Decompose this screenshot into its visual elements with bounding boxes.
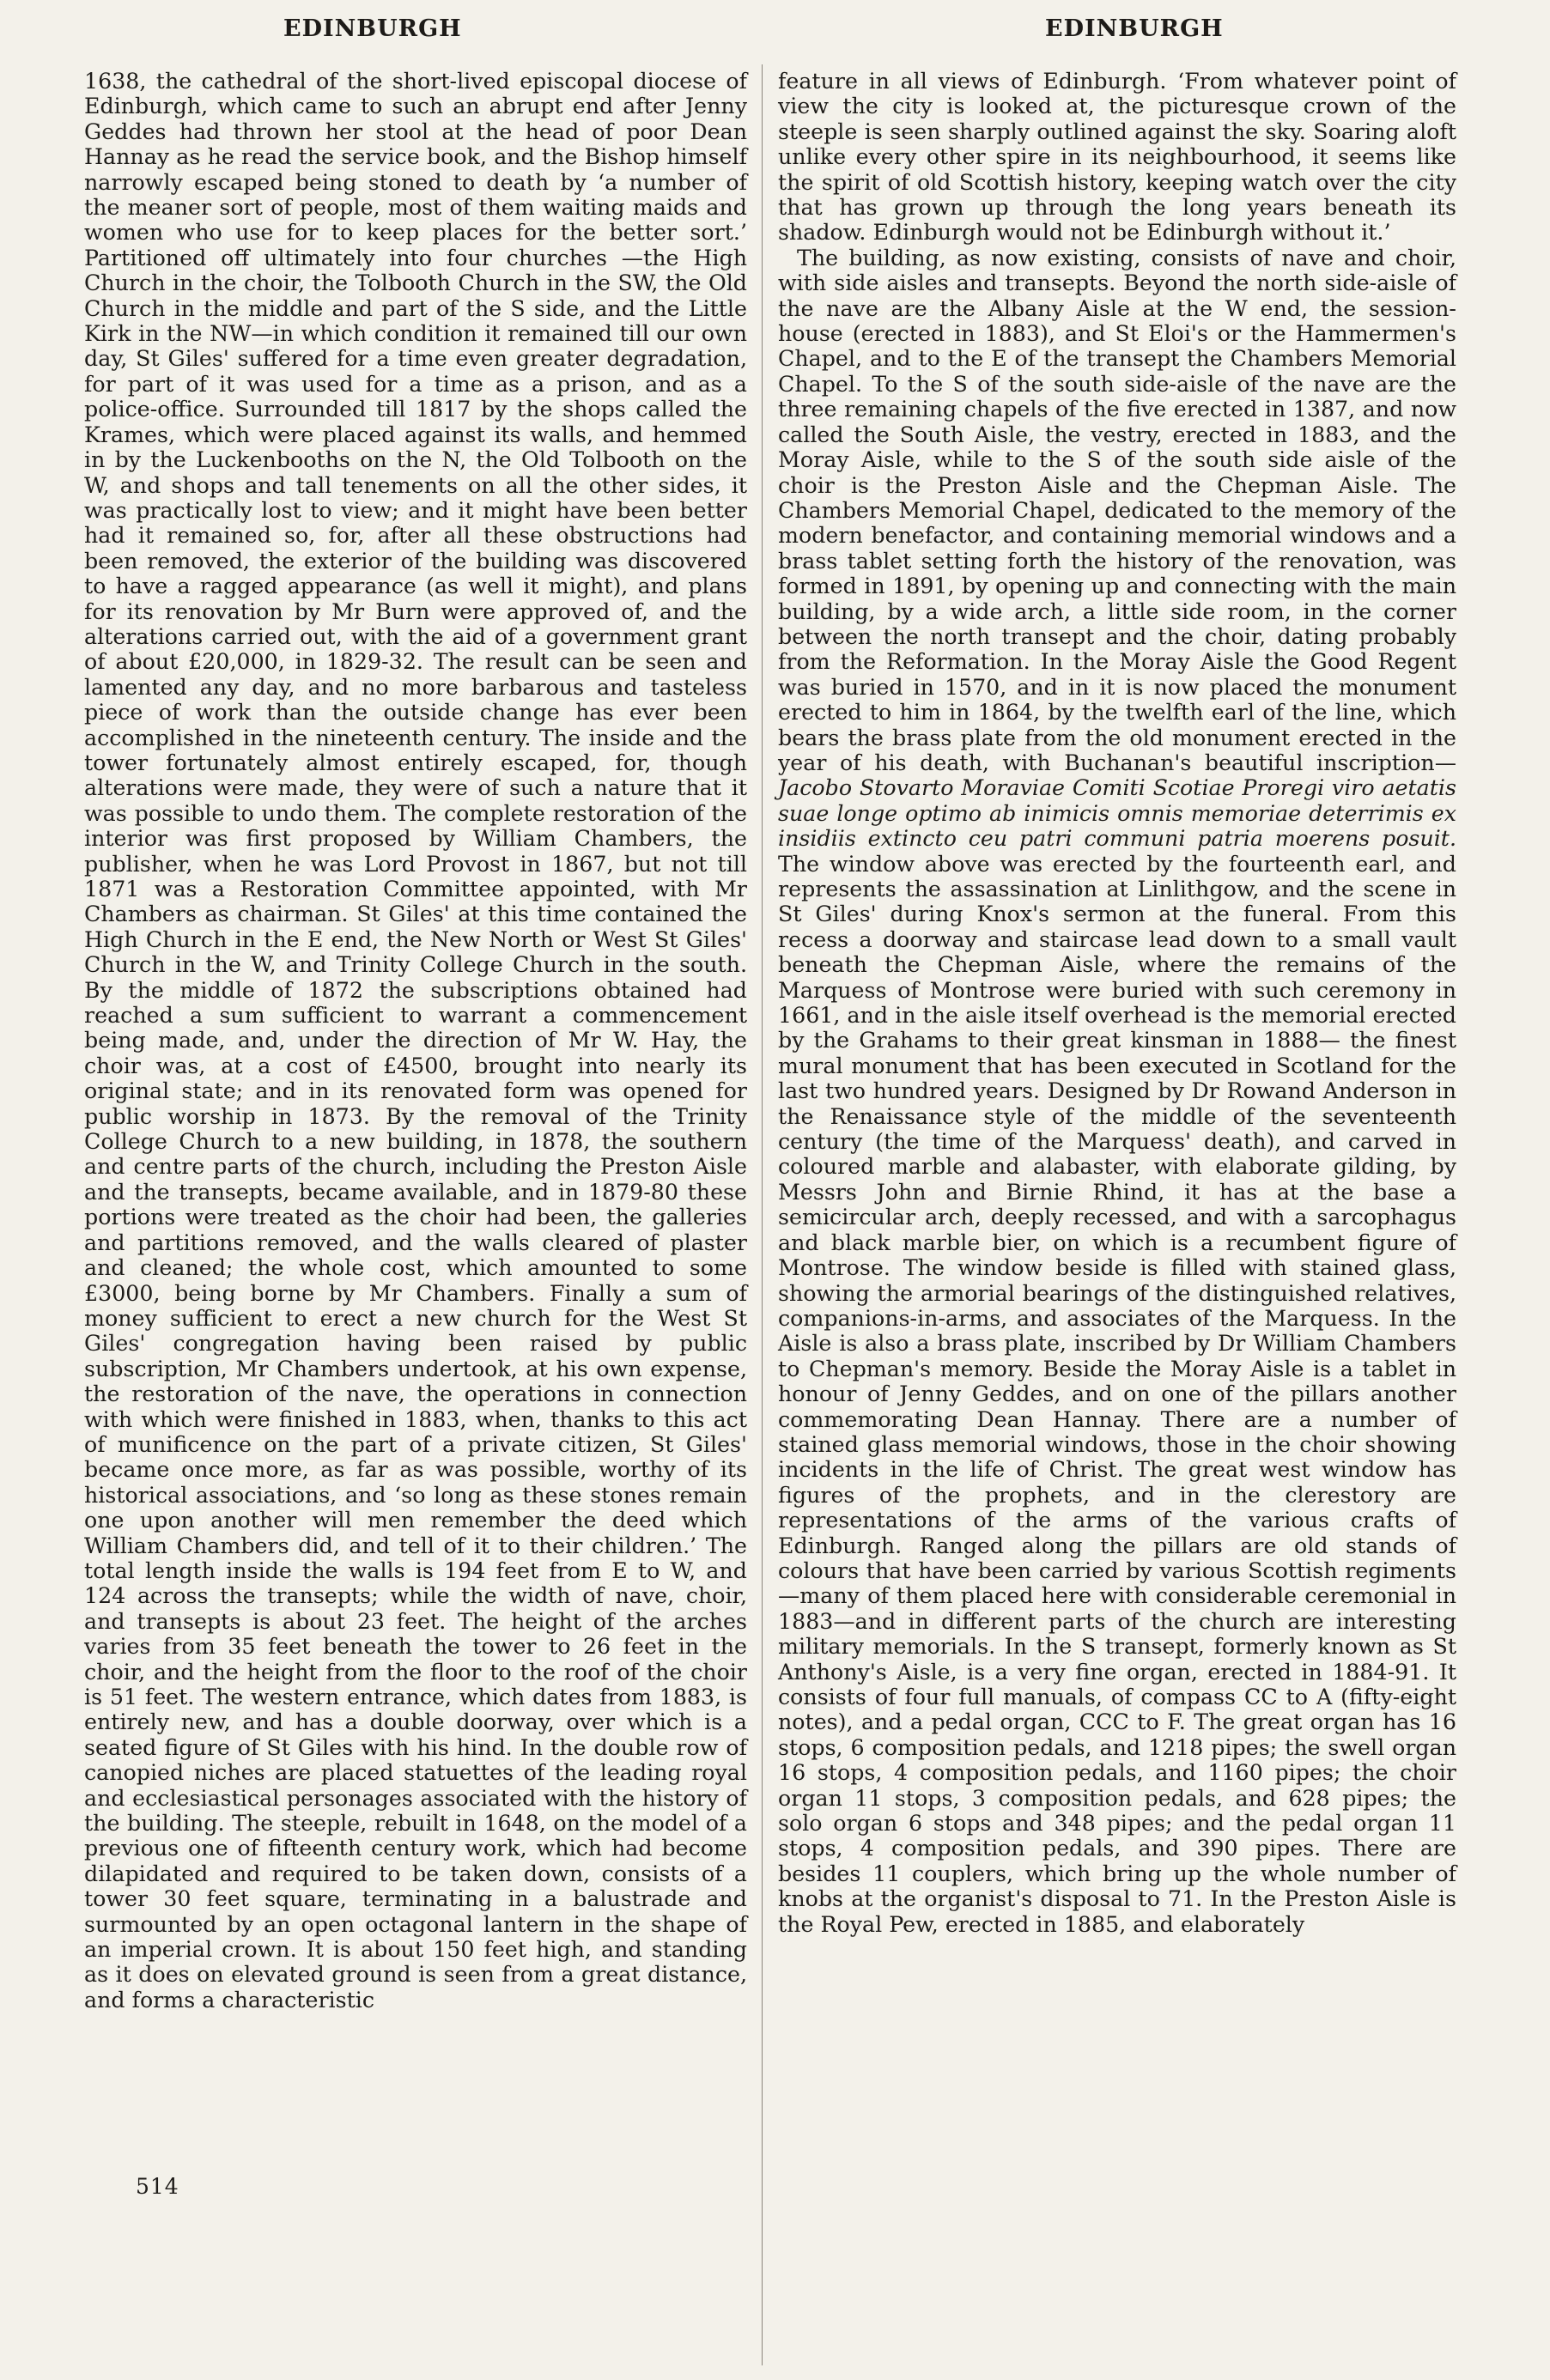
left-column	[84, 69, 747, 2013]
paragraph: feature in all views of Edinburgh. ‘From whatever point of view the city is looked at, the picturesque crown of the steeple is seen sharply outlined against the sky. Soaring aloft unlike every other spire in its neighbourhood, it seems like the spirit of old Scottish history, keeping watch over the city that has grown up through the long years beneath its shadow. Edinburgh would not be Edinburgh without it.’	[778, 69, 1456, 246]
page-number: 514	[136, 2174, 179, 2199]
column-divider	[762, 64, 763, 2365]
paragraph: 1638, the cathedral of the short-lived episcopal diocese of Edinburgh, which came to such an abrupt end after Jenny Geddes had thrown her stool at the head of poor Dean Hannay as he read the service book, and the Bishop himself narrowly escaped being stoned to death by ‘a number of the meaner sort of people, most of them waiting maids and women who use for to keep places for the better sort.’ Partitioned off ultimately into four churches —the High Church in the choir, the Tolbooth Church in the SW, the Old Church in the middle and part of the S side, and the Little Kirk in the NW—in which condition it remained till our own day, St Giles' suffered for a time even greater degradation, for part of it was used for a time as a prison, and as a police-office. Surrounded till 1817 by the shops called the Krames, which were placed against its walls, and hemmed in by the Luckenbooths on the N, the Old Tolbooth on the W, and shops and tall tenements on all the other sides, it was practically lost to view; and it might have been better had it remained so, for, after all these obstructions had been removed, the exterior of the building was discovered to have a ragged appearance (as well it might), and plans for its renovation by Mr Burn were approved of, and the alterations carried out, with the aid of a government grant of about £20,000, in 1829-32. The result can be seen and lamented any day, and no more barbarous and tasteless piece of work than the outside change has ever been accomplished in the nineteenth century. The inside and the tower fortunately almost entirely escaped, for, though alterations were made, they were of such a nature that it was possible to undo them. The complete restoration of the interior was first proposed by William Chambers, the publisher, when he was Lord Provost in 1867, but not till 1871 was a Restoration Committee appointed, with Mr Chambers as chairman. St Giles' at this time contained the High Church in the E end, the New North or West St Giles' Church in the W, and Trinity College Church in the south. By the middle of 1872 the subscriptions obtained had reached a sum sufficient to warrant a commencement being made, and, under the direction of Mr W. Hay, the choir was, at a cost of £4500, brought into nearly its original state; and in its renovated form was opened for public worship in 1873. By the removal of the Trinity College Church to a new building, in 1878, the southern and centre parts of the church, including the Preston Aisle and the transepts, became available, and in 1879-80 these portions were treated as the choir had been, the galleries and partitions removed, and the walls cleared of plaster and cleaned; the whole cost, which amounted to some £3000, being borne by Mr Chambers. Finally a sum of money sufficient to erect a new church for the West St Giles' congregation having been raised by public subscription, Mr Chambers undertook, at his own expense, the restoration of the nave, the operations in connection with which were finished in 1883, when, thanks to this act of munificence on the part of a private citizen, St Giles' became once more, as far as was possible, worthy of its historical associations, and ‘so long as these stones remain one upon another will men remember the deed which William Chambers did, and tell of it to their children.’ The total length inside the walls is 194 feet from E to W, and 124 across the transepts; while the width of nave, choir, and transepts is about 23 feet. The height of the arches varies from 35 feet beneath the tower to 26 feet in the choir, and the height from the floor to the roof of the choir is 51 feet. The western entrance, which dates from 1883, is entirely new, and has a double doorway, over which is a seated figure of St Giles with his hind. In the double row of canopied niches are placed statuettes of the leading royal and ecclesiastical personages associated with the history of the building. The steeple, rebuilt in 1648, on the model of a previous one of fifteenth century work, which had become dilapidated and required to be taken down, consists of a tower 30 feet square, terminating in a balustrade and surmounted by an open octagonal lantern in the shape of an imperial crown. It is about 150 feet high, and standing as it does on elevated ground is seen from a great distance, and forms a characteristic	[84, 69, 747, 2013]
right-column	[778, 69, 1456, 1937]
running-head-right: EDINBURGH	[1045, 15, 1224, 42]
running-head-left: EDINBURGH	[283, 15, 462, 42]
paragraph	[778, 246, 1456, 1937]
paragraph-text: The building, as now existing, consists of nave and choir, with side aisles and transepts. Beyond the north side-aisle of the nave are the Albany Aisle at the W end, the session-house (erected in 1883), and St Eloi's or the Hammermen's Chapel, and to the E of the transept the Chambers Memorial Chapel. To the S of the south side-aisle of the nave are the three remaining chapels of the five erected in 1387, and now called the South Aisle, the vestry, erected in 1883, and the Moray Aisle, while to the S of the south side aisle of the choir is the Preston Aisle and the Chepman Aisle. The Chambers Memorial Chapel, dedicated to the memory of the modern benefactor, and containing memorial windows and a brass tablet setting forth the history of the renovation, was formed in 1891, by opening up and connecting with the main building, by a wide arch, a little side room, in the corner between the north transept and the choir, dating probably from the Reformation. In the Moray Aisle the Good Regent was buried in 1570, and in it is now placed the monument erected to him in 1864, by the twelfth earl of the line, which bears the brass plate from the old monument erected in the year of his death, with Buchanan's beautiful inscription—	[778, 245, 1456, 775]
paragraph-text: The window above was erected by the fourteenth earl, and represents the assassination at Linlithgow, and the scene in St Giles' during Knox's sermon at the funeral. From this recess a doorway and staircase lead down to a small vault beneath the Chepman Aisle, where the remains of the Marquess of Montrose were buried with such ceremony in 1661, and in the aisle itself overhead is the memorial erected by the Grahams to their great kinsman in 1888— the finest mural monument that has been executed in Scotland for the last two hundred years. Designed by Dr Rowand Anderson in the Renaissance style of the middle of the seventeenth century (the time of the Marquess' death), and carved in coloured marble and alabaster, with elaborate gilding, by Messrs John and Birnie Rhind, it has at the base a semicircular arch, deeply recessed, and with a sarcophagus and black marble bier, on which is a recumbent figure of Montrose. The window beside is filled with stained glass, showing the armorial bearings of the distinguished relatives, companions-in-arms, and associates of the Marquess. In the Aisle is also a brass plate, inscribed by Dr William Chambers to Chepman's memory. Beside the Moray Aisle is a tablet in honour of Jenny Geddes, and on one of the pillars another commemorating Dean Hannay. There are a number of stained glass memorial windows, those in the choir showing incidents in the life of Christ. The great west window has figures of the prophets, and in the clerestory are representations of the arms of the various crafts of Edinburgh. Ranged along the pillars are old stands of colours that have been carried by various Scottish regiments—many of them placed here with considerable ceremonial in 1883—and in different parts of the church are interesting military memorials. In the S transept, formerly known as St Anthony's Aisle, is a very fine organ, erected in 1884-91. It consists of four full manuals, of compass CC to A (fifty-eight notes), and a pedal organ, CCC to F. The great organ has 16 stops, 6 composition pedals, and 1218 pipes; the swell organ 16 stops, 4 composition pedals, and 1160 pipes; the choir organ 11 stops, 3 composition pedals, and 628 pipes; the solo organ 6 stops and 348 pipes; and the pedal organ 11 stops, 4 composition pedals, and 390 pipes. There are besides 11 couplers, which bring up the whole number of knobs at the organist's disposal to 71. In the Preston Aisle is the Royal Pew, erected in 1885, and elaborately	[778, 851, 1456, 1937]
latin-inscription: Jacobo Stovarto Moraviae Comiti Scotiae Proregi viro aetatis suae longe optimo ab inimicis omnis memoriae deterrimis ex insidiis extincto ceu patri communi patria moerens posuit.	[778, 775, 1456, 852]
